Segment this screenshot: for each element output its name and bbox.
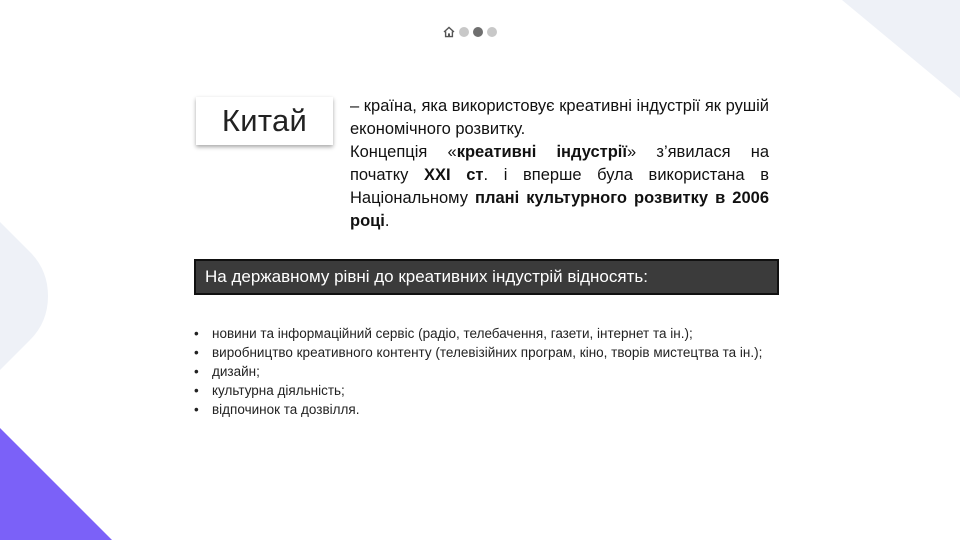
bullet-mark: • bbox=[194, 326, 199, 341]
intro-paragraph-2 bbox=[350, 141, 769, 233]
intro-text-span: . і вперше була використана в Національному bbox=[350, 166, 769, 207]
left-light-shape bbox=[0, 222, 48, 370]
bullet-list bbox=[194, 324, 784, 419]
list-item-text: культурна діяльність; bbox=[212, 383, 345, 398]
list-item-text: дизайн; bbox=[212, 364, 260, 379]
list-item bbox=[194, 343, 784, 362]
intro-line-1: – країна, яка використовує креативні індустрії як рушій економічного розвитку. bbox=[350, 97, 769, 138]
bullet-mark: • bbox=[194, 402, 199, 417]
bottom-left-accent-shape bbox=[0, 428, 112, 540]
intro-text-span: » з’явилася на початку bbox=[350, 143, 769, 184]
page-title: Китай bbox=[221, 103, 308, 138]
home-icon[interactable] bbox=[443, 26, 455, 38]
top-right-light-shape bbox=[842, 0, 960, 98]
list-item bbox=[194, 362, 784, 381]
intro-bold-century: XXI ст bbox=[424, 166, 484, 184]
intro-text-span: . bbox=[384, 212, 390, 230]
bullet-mark: • bbox=[194, 345, 199, 360]
list-item bbox=[194, 381, 784, 400]
intro-text bbox=[350, 95, 769, 233]
bullet-mark: • bbox=[194, 383, 199, 398]
intro-text-span: Концепція « bbox=[350, 143, 457, 161]
list-item-text: виробництво креативного контенту (телевізійних програм, кіно, творів мистецтва та ін.); bbox=[212, 345, 763, 360]
intro-bold-plan: плані культурного розвитку в 2006 році bbox=[350, 189, 769, 230]
list-item bbox=[194, 400, 784, 419]
intro-bold-term: креативні індустрії bbox=[456, 143, 628, 161]
list-item-text: новини та інформаційний сервіс (радіо, телебачення, газети, інтернет та ін.); bbox=[212, 326, 693, 341]
nav-dot-3[interactable] bbox=[487, 27, 497, 37]
section-banner bbox=[194, 259, 779, 295]
banner-text: На державному рівні до креативних індустрій відносять: bbox=[205, 267, 648, 286]
list-item-text: відпочинок та дозвілля. bbox=[212, 402, 360, 417]
list-item bbox=[194, 324, 784, 343]
nav-dot-2-active[interactable] bbox=[473, 27, 483, 37]
title-box bbox=[196, 97, 333, 145]
nav-dot-1[interactable] bbox=[459, 27, 469, 37]
bullet-mark: • bbox=[194, 364, 199, 379]
slide-navigation bbox=[443, 26, 497, 38]
